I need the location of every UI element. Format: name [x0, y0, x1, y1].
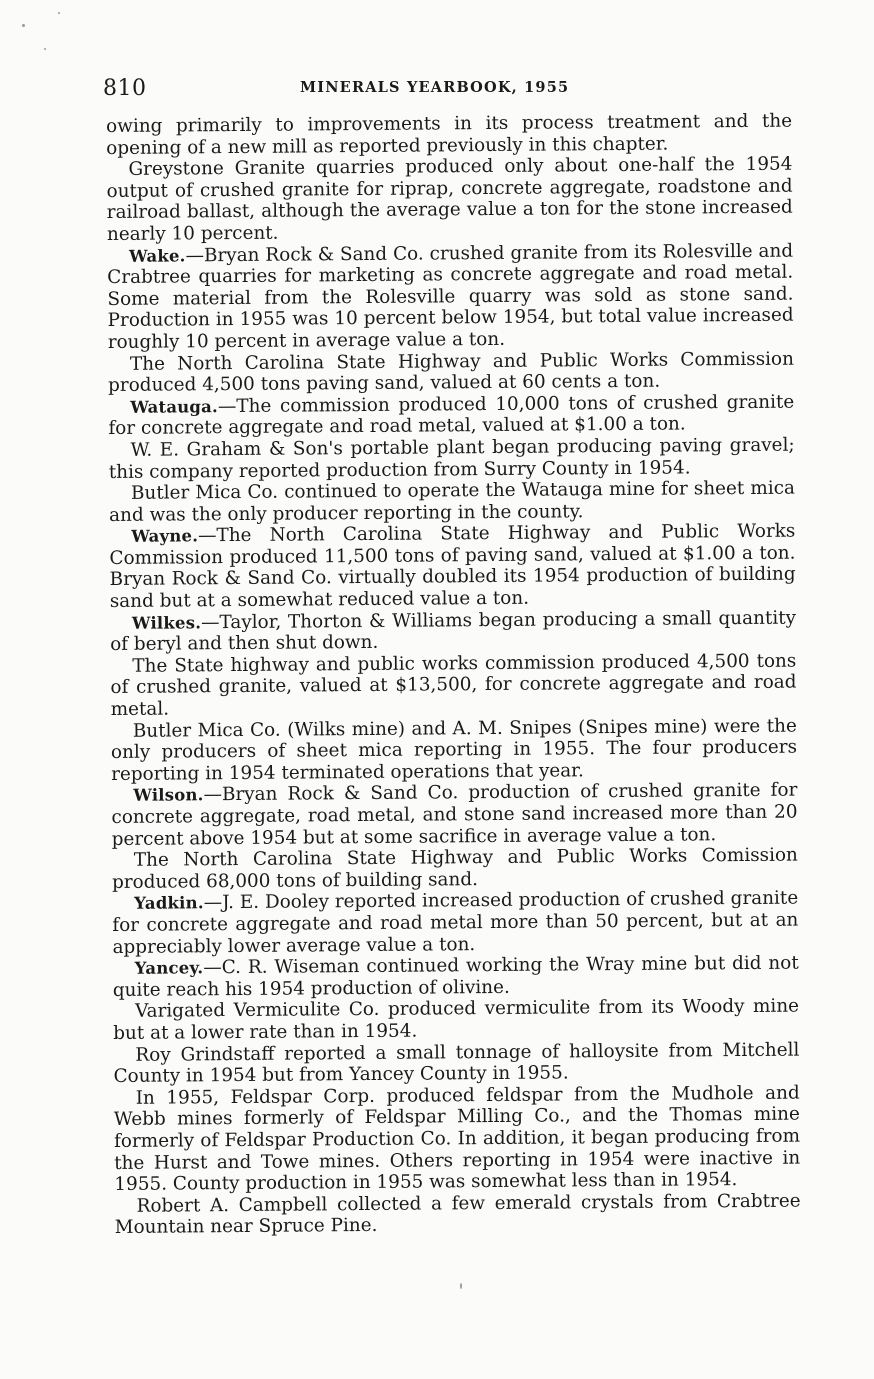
- paragraph-text: —Taylor, Thorton & Williams began producing a small quantity of beryl and then shut down.: [110, 607, 797, 656]
- paragraph: [110, 650, 796, 720]
- running-title: MINERALS YEARBOOK, 1955: [300, 79, 570, 96]
- scan-speck: [22, 24, 25, 27]
- paragraph-text: —Bryan Rock & Sand Co. crushed granite from its Rolesville and Crabtree quarries for marketing as concrete aggregate and road metal. Some material from the Rolesville quarry was sold as stone sand. Production in 1955 was 10 percent below 1954, but total value increased roughly 10 percent in average value a ton.: [107, 240, 794, 353]
- body-text: [106, 111, 801, 1239]
- paragraph: [108, 348, 794, 397]
- paragraph: [114, 1190, 800, 1239]
- paragraph-text: —The North Carolina State Highway and Public Works Commission produced 11,500 tons of paving sand, valued at $1.00 a ton. Bryan Rock & Sand Co. virtually doubled its 1954 production of building sand but at a somewhat reduced value a ton.: [109, 520, 796, 613]
- paragraph: [109, 521, 796, 613]
- county-heading: Watauga.: [130, 396, 219, 417]
- county-heading: Wilkes.: [131, 612, 202, 633]
- county-heading: Wayne.: [131, 526, 199, 547]
- paragraph-text: Roy Grindstaff reported a small tonnage of halloysite from Mitchell County in 1954 but from Yancey County in 1955.: [113, 1039, 800, 1088]
- paragraph: [109, 435, 795, 484]
- county-heading: Wilson.: [133, 785, 204, 806]
- scan-speck: [44, 48, 46, 50]
- page-number: 810: [103, 76, 147, 101]
- paragraph-text: Butler Mica Co. (Wilks mine) and A. M. Snipes (Snipes mine) were the only producers of sheet mica reporting in 1955. The four producers reporting in 1954 terminated operations that year.: [110, 715, 798, 785]
- page-header: [103, 76, 783, 106]
- paragraph: [113, 953, 799, 1002]
- paragraph-text: W. E. Graham & Son's portable plant began producing paving gravel; this company reported production from Surry County in 1954.: [108, 434, 795, 483]
- scan-speck: [460, 1283, 462, 1289]
- paragraph-text: The State highway and public works commission produced 4,500 tons of crushed granite, valued at $13,500, for concrete aggregate and road metal.: [110, 650, 797, 721]
- paragraph: [108, 391, 794, 440]
- paragraph: [106, 154, 793, 246]
- paragraph: [109, 478, 795, 527]
- paragraph-text: Greystone Granite quarries produced only about one-half the 1954 output of crushed granite for riprap, concrete aggregate, roadstone and railroad ballast, although the average value a ton for the stone increased nearly 10 percent.: [106, 153, 793, 245]
- paragraph-text: —Bryan Rock & Sand Co. production of crushed granite for concrete aggregate, road metal, and stone sand increased more than 20 percent above 1954 but at some sacrifice in average value a ton.: [111, 779, 798, 850]
- paragraph: [111, 715, 797, 785]
- paragraph: [113, 1039, 799, 1088]
- paragraph-text: —J. E. Dooley reported increased production of crushed granite for concrete aggregate and road metal more than 50 percent, but at an appreciably lower average value a ton.: [112, 887, 799, 958]
- paragraph-text: —C. R. Wiseman continued working the Wray mine but did not quite reach his 1954 production of olivine.: [112, 952, 799, 1001]
- county-heading: Yadkin.: [134, 893, 204, 914]
- county-heading: Yancey.: [134, 958, 204, 978]
- paragraph-text: owing primarily to improvements in its process treatment and the opening of a new mill as reported previously in this chapter.: [106, 110, 793, 159]
- paragraph: [114, 1082, 801, 1195]
- paragraph: [113, 996, 799, 1045]
- paragraph: [110, 607, 796, 656]
- county-heading: Wake.: [129, 245, 186, 266]
- paragraph-text: Varigated Vermiculite Co. produced vermiculite from its Woody mine but at a lower rate than in 1954.: [113, 995, 800, 1044]
- paragraph: [112, 888, 798, 958]
- paragraph-text: In 1955, Feldspar Corp. produced feldspar from the Mudhole and Webb mines formerly of Feldspar Milling Co., and the Thomas mine formerly of Feldspar Production Co. In addition, it began producing from the Hurst and Towe mines. Others reporting in 1954 were inactive in 1955. County production in 1955 was somewhat less than in 1954.: [113, 1082, 801, 1196]
- paragraph: [106, 111, 792, 160]
- paragraph: [107, 240, 794, 353]
- scan-speck: [58, 12, 60, 14]
- paragraph: [112, 845, 798, 894]
- paragraph-text: —The commission produced 10,000 tons of crushed granite for concrete aggregate and road metal, valued at $1.00 a ton.: [108, 391, 795, 440]
- paragraph-text: Butler Mica Co. continued to operate the Watauga mine for sheet mica and was the only producer reporting in the county.: [109, 477, 796, 526]
- paragraph-text: Robert A. Campbell collected a few emerald crystals from Crabtree Mountain near Spruce Pine.: [114, 1190, 801, 1239]
- paragraph-text: The North Carolina State Highway and Public Works Comission produced 68,000 tons of building sand.: [111, 844, 798, 893]
- paragraph: [111, 780, 797, 850]
- paragraph-text: The North Carolina State Highway and Public Works Commission produced 4,500 tons paving sand, valued at 60 cents a ton.: [108, 348, 795, 397]
